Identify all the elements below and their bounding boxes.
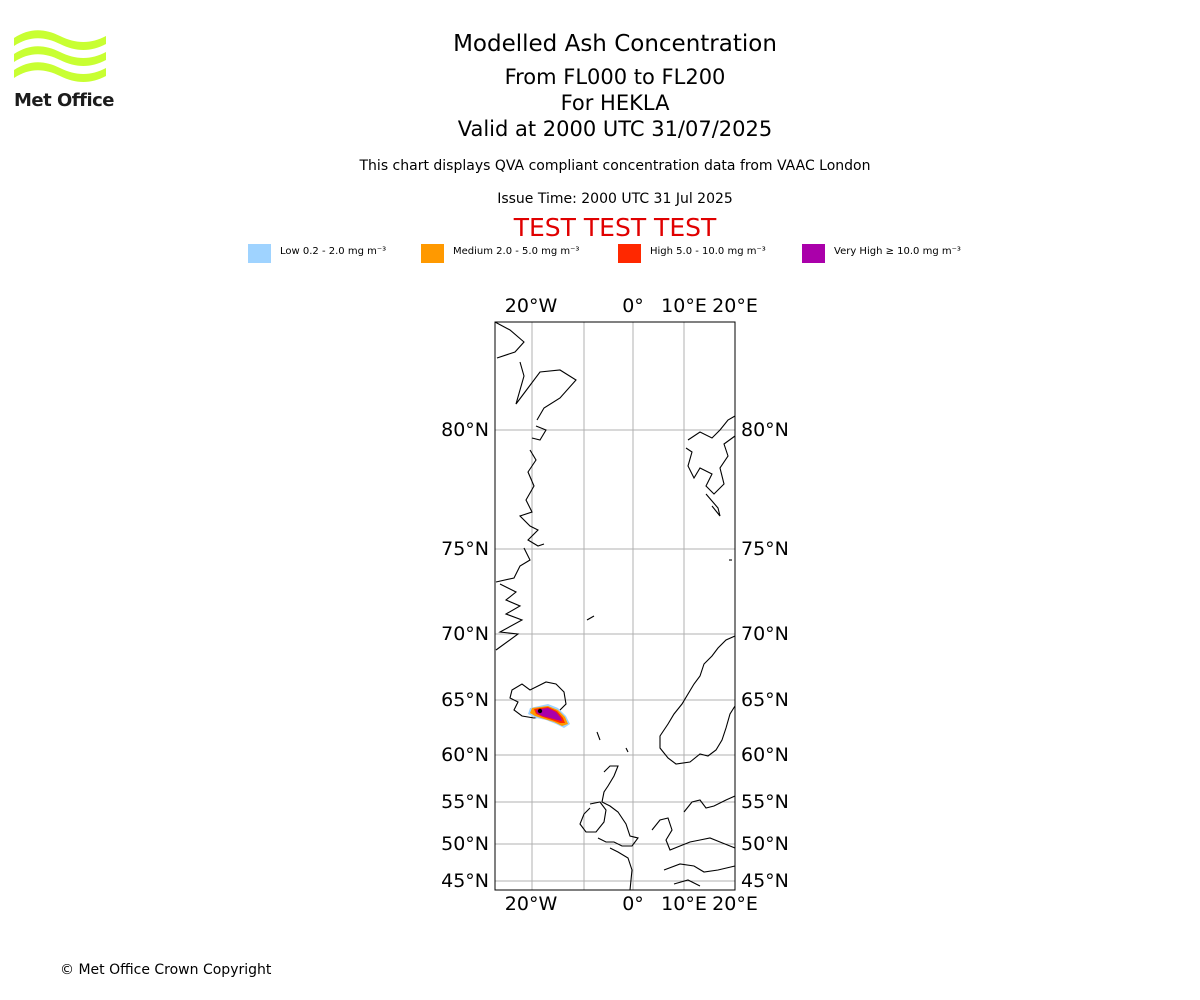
lat-label-left-60n: 60°N [441, 744, 489, 766]
map-frame [495, 322, 735, 890]
lat-label-left-75n: 75°N [441, 538, 489, 560]
issue-time: Issue Time: 2000 UTC 31 Jul 2025 [497, 191, 733, 207]
logo-text: Met Office [14, 90, 115, 111]
lon-label-bottom-20w: 20°W [504, 893, 558, 915]
lat-label-left-50n: 50°N [441, 833, 489, 855]
lon-label-top-20w: 20°W [504, 295, 558, 317]
lat-label-left-45n: 45°N [441, 870, 489, 892]
lat-label-left-80n: 80°N [441, 419, 489, 441]
lon-label-bottom-10e: 10°E [661, 893, 707, 915]
copyright-notice: © Met Office Crown Copyright [60, 962, 272, 978]
lat-label-right-45n: 45°N [741, 870, 789, 892]
lat-label-left-55n: 55°N [441, 791, 489, 813]
map-gridlines [495, 322, 735, 890]
lat-label-right-70n: 70°N [741, 623, 789, 645]
lon-label-bottom-20e: 20°E [712, 893, 758, 915]
lon-label-top-20e: 20°E [712, 295, 758, 317]
legend-label-high: High 5.0 - 10.0 mg m⁻³ [650, 246, 766, 257]
chart-title: Modelled Ash Concentration [453, 31, 777, 57]
lat-label-right-75n: 75°N [741, 538, 789, 560]
lat-label-right-60n: 60°N [741, 744, 789, 766]
legend-label-very-high: Very High ≥ 10.0 mg m⁻³ [834, 246, 961, 257]
valid-time: Valid at 2000 UTC 31/07/2025 [457, 117, 773, 141]
coastlines [495, 322, 735, 890]
test-banner: TEST TEST TEST [513, 213, 717, 242]
volcano-marker-icon [538, 709, 542, 713]
lat-label-right-80n: 80°N [741, 419, 789, 441]
legend-label-low: Low 0.2 - 2.0 mg m⁻³ [280, 246, 387, 257]
lon-label-bottom-0: 0° [622, 893, 644, 915]
flight-level-range: From FL000 to FL200 [504, 65, 726, 89]
legend-label-medium: Medium 2.0 - 5.0 mg m⁻³ [453, 246, 580, 257]
lat-label-right-50n: 50°N [741, 833, 789, 855]
lat-label-right-55n: 55°N [741, 791, 789, 813]
lat-label-left-70n: 70°N [441, 623, 489, 645]
lon-label-top-0: 0° [622, 295, 644, 317]
volcano-name: For HEKLA [560, 91, 670, 115]
ash-plume [528, 704, 570, 728]
lat-label-right-65n: 65°N [741, 689, 789, 711]
lon-label-top-10e: 10°E [661, 295, 707, 317]
chart-description: This chart displays QVA compliant concentration data from VAAC London [359, 158, 871, 174]
lat-label-left-65n: 65°N [441, 689, 489, 711]
